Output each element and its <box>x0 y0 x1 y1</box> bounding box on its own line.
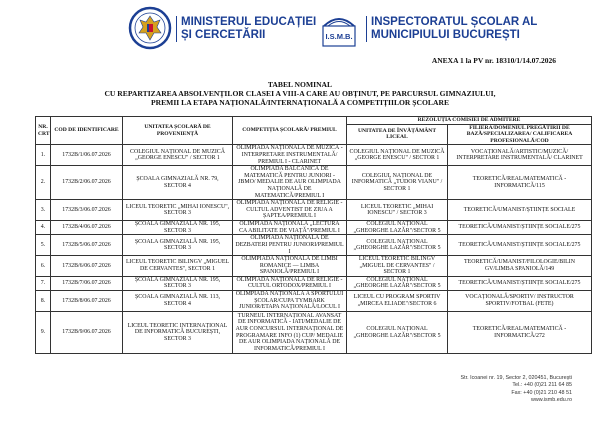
table-row <box>36 221 592 235</box>
cell-competitie: OLIMPIADA NAȚIONALĂ DE LIMBI ROMANICE — LIMBA SPANIOLĂ/PREMIUL I <box>233 256 347 277</box>
inspectorate-name <box>366 16 537 42</box>
table-row <box>36 276 592 290</box>
cell-unitate-provenienta: ȘCOALA GIMNAZIALĂ NR. 79, SECTOR 4 <box>123 166 233 200</box>
cell-competitie: OLIMPIADA NAȚIONALĂ „LECTURA CA ABILITATE DE VIAȚĂ"/PREMIUL I <box>233 221 347 235</box>
cell-filiera: TEORETICĂ/REAL/MATEMATICĂ - INFORMATICĂ/115 <box>448 166 592 200</box>
header-filiera: FILIERA/DOMENIUL PREGĂTIRII DE BAZĂ/SPECIALIZAREA/ CALIFICAREA PROFESIONALĂ/COD <box>448 124 592 145</box>
cell-unitate-liceal: COLEGIUL NAȚIONAL DE INFORMATICĂ „TUDOR VIANU" / SECTOR 1 <box>347 166 448 200</box>
cell-unitate-provenienta: COLEGIUL NAȚIONAL DE MUZICĂ „GEORGE ENESCU" / SECTOR 1 <box>123 145 233 166</box>
table-row <box>36 291 592 312</box>
cell-filiera: TEORETICĂ/UMANIST/ȘTIINȚE SOCIALE/275 <box>448 235 592 256</box>
cell-cod: 1732B/8/06.07.2026 <box>51 291 123 312</box>
cell-nr: 9. <box>36 312 51 354</box>
cell-competitie: OLIMPIADA NAȚIONALĂ A SPORTULUI ȘCOLAR/CUPA TYMBARK JUNIOR/ETAPA NAȚIONALĂ/LOCUL I <box>233 291 347 312</box>
header-unitate-provenienta: UNITATEA ȘCOLARĂ DE PROVENIENȚĂ <box>123 117 233 145</box>
cell-competitie: OLIMPIADA NAȚIONALĂ DE MUZICĂ - INTERPRETARE INSTRUMENTALĂ/ PREMIUL I - CLARINET <box>233 145 347 166</box>
header-rezolutie: REZOLUȚIA COMISIEI DE ADMITERE <box>347 117 592 125</box>
cell-unitate-liceal: COLEGIUL NAȚIONAL „GHEORGHE LAZĂR"/SECTOR 5 <box>347 276 448 290</box>
table-row <box>36 256 592 277</box>
table-row <box>36 312 592 354</box>
cell-unitate-liceal: COLEGIUL NAȚIONAL „GHEORGHE LAZĂR"/SECTOR 5 <box>347 221 448 235</box>
cell-unitate-provenienta: ȘCOALA GIMNAZIALĂ NR. 195, SECTOR 3 <box>123 221 233 235</box>
cell-filiera: TEORETICĂ/UMANIST/FILOLOGIE/BILIN GV/LIMBA SPANIOLĂ/149 <box>448 256 592 277</box>
cell-nr: 7. <box>36 276 51 290</box>
header-unitate-liceal: UNITATEA DE ÎNVĂȚĂMÂNT LICEAL <box>347 124 448 145</box>
header-cod: COD DE IDENTIFICARE <box>51 117 123 145</box>
footer-web[interactable]: www.ismb.edu.ro <box>530 397 572 404</box>
table-body <box>36 145 592 354</box>
annex-reference: ANEXA 1 la PV nr. 18310/1/14.07.2026 <box>431 56 556 65</box>
title-line-3: PREMII LA ETAPA NAȚIONALĂ/INTERNAȚIONALĂ A COMPETIȚIILOR ȘCOLARE <box>150 98 450 107</box>
title-line-2: CU REPARTIZAREA ABSOLVENȚILOR CLASEI A VIII-A CARE AU OBȚINUT, PE PARCURSUL GIMNAZIULUI, <box>104 89 496 98</box>
cell-nr: 4. <box>36 221 51 235</box>
cell-competitie: OLIMPIADA NAȚIONALĂ DE DEZBATERI PENTRU JUNIORI/PREMIUL I <box>233 235 347 256</box>
cell-unitate-liceal: LICEUL TEORETIC „MIHAI IONESCU" / SECTOR 3 <box>347 200 448 221</box>
cell-nr: 5. <box>36 235 51 256</box>
cell-competitie: TURNEUL INTERNAȚIONAL AVANSAT DE INFORMATICĂ - IATI/MEDALIE DE AUR CONCURSUL INTERNAȚIONAL DE PROGRAMARE INFO (1) CUP/ MEDALIE DE AUR OLIMPIADA NAȚIONALĂ DE INFORMATICĂ/PREMIUL I <box>233 312 347 354</box>
cell-cod: 1732B/7/06.07.2026 <box>51 276 123 290</box>
footer-tel: Tel.: +40 (0)21 211 64 85 <box>512 382 572 389</box>
cell-unitate-liceal: COLEGIUL NAȚIONAL „GHEORGHE LAZĂR"/SECTOR 5 <box>347 235 448 256</box>
cell-unitate-liceal: COLEGIUL NAȚIONAL „GHEORGHE LAZĂR"/SECTOR 5 <box>347 312 448 354</box>
title-line-1: TABEL NOMINAL <box>267 80 333 89</box>
inspectorate-name-line-2: MUNICIPIULUI BUCUREȘTI <box>371 29 520 41</box>
table-row <box>36 235 592 256</box>
contact-footer <box>461 375 572 405</box>
cell-nr: 1. <box>36 145 51 166</box>
admission-table <box>35 116 592 354</box>
document-header <box>0 6 600 50</box>
cell-cod: 1732B/4/06.07.2026 <box>51 221 123 235</box>
cell-filiera: TEORETICĂ/REAL/MATEMATICĂ - INFORMATICĂ/272 <box>448 312 592 354</box>
cell-unitate-liceal: LICEUL CU PROGRAM SPORTIV „MIRCEA ELIADE"/SECTOR 6 <box>347 291 448 312</box>
cell-competitie: OLIMPIADA NAȚIONALĂ DE RELIGIE - CULTUL ORTODOX/PREMIUL I <box>233 276 347 290</box>
cell-unitate-provenienta: ȘCOALA GIMNAZIALĂ NR. 113, SECTOR 4 <box>123 291 233 312</box>
cell-unitate-liceal: LICEUL TEORETIC BILINGV „MIGUEL DE CERVANTES" / SECTOR 1 <box>347 256 448 277</box>
ismb-logo-text: I.S.M.B. <box>325 32 353 41</box>
inspectorate-name-line-1: INSPECTORATUL ȘCOLAR AL <box>371 16 538 28</box>
cell-cod: 1732B/2/06.07.2026 <box>51 166 123 200</box>
table-row <box>36 145 592 166</box>
header-competitie: COMPETIȚIA ȘCOLARĂ/ PREMIUL <box>233 117 347 145</box>
table-row <box>36 200 592 221</box>
ministry-name <box>176 16 316 42</box>
cell-nr: 8. <box>36 291 51 312</box>
ismb-logo-icon <box>318 8 360 48</box>
cell-unitate-provenienta: ȘCOALA GIMNAZIALĂ NR. 195, SECTOR 3 <box>123 276 233 290</box>
cell-unitate-provenienta: LICEUL TEORETIC „MIHAI IONESCU", SECTOR 3 <box>123 200 233 221</box>
cell-nr: 2. <box>36 166 51 200</box>
document-title <box>0 80 600 107</box>
cell-nr: 3. <box>36 200 51 221</box>
cell-cod: 1732B/9/06.07.2026 <box>51 312 123 354</box>
cell-filiera: TEORETICĂ/UMANIST/ȘTIINȚE SOCIALE/275 <box>448 276 592 290</box>
cell-cod: 1732B/6/06.07.2026 <box>51 256 123 277</box>
cell-cod: 1732B/3/06.07.2026 <box>51 200 123 221</box>
cell-nr: 6. <box>36 256 51 277</box>
footer-address: Str. Icoanei nr. 19, Sector 2, 020451, București <box>460 375 572 381</box>
cell-filiera: TEORETICĂ/UMANIST/ȘTIINȚE SOCIALE/275 <box>448 221 592 235</box>
footer-fax: Fax: +40 (0)21 210 48 51 <box>511 389 572 396</box>
cell-unitate-liceal: COLEGIUL NAȚIONAL DE MUZICĂ „GEORGE ENESCU" / SECTOR 1 <box>347 145 448 166</box>
cell-filiera: VOCAȚIONALĂ/ARTISTIC/MUZICĂ/ INTERPRETARE INSTRUMENTALĂ/ CLARINET <box>448 145 592 166</box>
cell-competitie: OLIMPIADA NAȚIONALĂ DE RELIGIE - CULTUL ADVENTIST DE ZIUA A ȘAPTEA/PREMIUL I <box>233 200 347 221</box>
header-nr-crt: NR. CRT <box>36 117 51 145</box>
cell-filiera: TEORETICĂ/UMANIST/ȘTIINȚE SOCIALE <box>448 200 592 221</box>
government-seal-icon <box>128 6 172 50</box>
cell-cod: 1732B/1/06.07.2026 <box>51 145 123 166</box>
table-row <box>36 166 592 200</box>
cell-competitie: OLIMPIADA BALCANICĂ DE MATEMATICĂ PENTRU JUNIORI - JBMO/ MEDALIE DE AUR OLIMPIADA NAȚIONALĂ DE MATEMATICĂ/PREMIUL I <box>233 166 347 200</box>
cell-cod: 1732B/5/06.07.2026 <box>51 235 123 256</box>
ministry-name-line-1: MINISTERUL EDUCAȚIEI <box>181 16 317 28</box>
cell-unitate-provenienta: LICEUL TEORETIC INTERNAȚIONAL DE INFORMATICĂ BUCUREȘTI, SECTOR 3 <box>123 312 233 354</box>
cell-filiera: VOCAȚIONALĂ/SPORTIV/ INSTRUCTOR SPORTIV/FOTBAL (FETE) <box>448 291 592 312</box>
cell-unitate-provenienta: LICEUL TEORETIC BILINGV „MIGUEL DE CERVANTES", SECTOR 1 <box>123 256 233 277</box>
cell-unitate-provenienta: ȘCOALA GIMNAZIALĂ NR. 195, SECTOR 3 <box>123 235 233 256</box>
ministry-name-line-2: ȘI CERCETĂRII <box>181 29 266 41</box>
